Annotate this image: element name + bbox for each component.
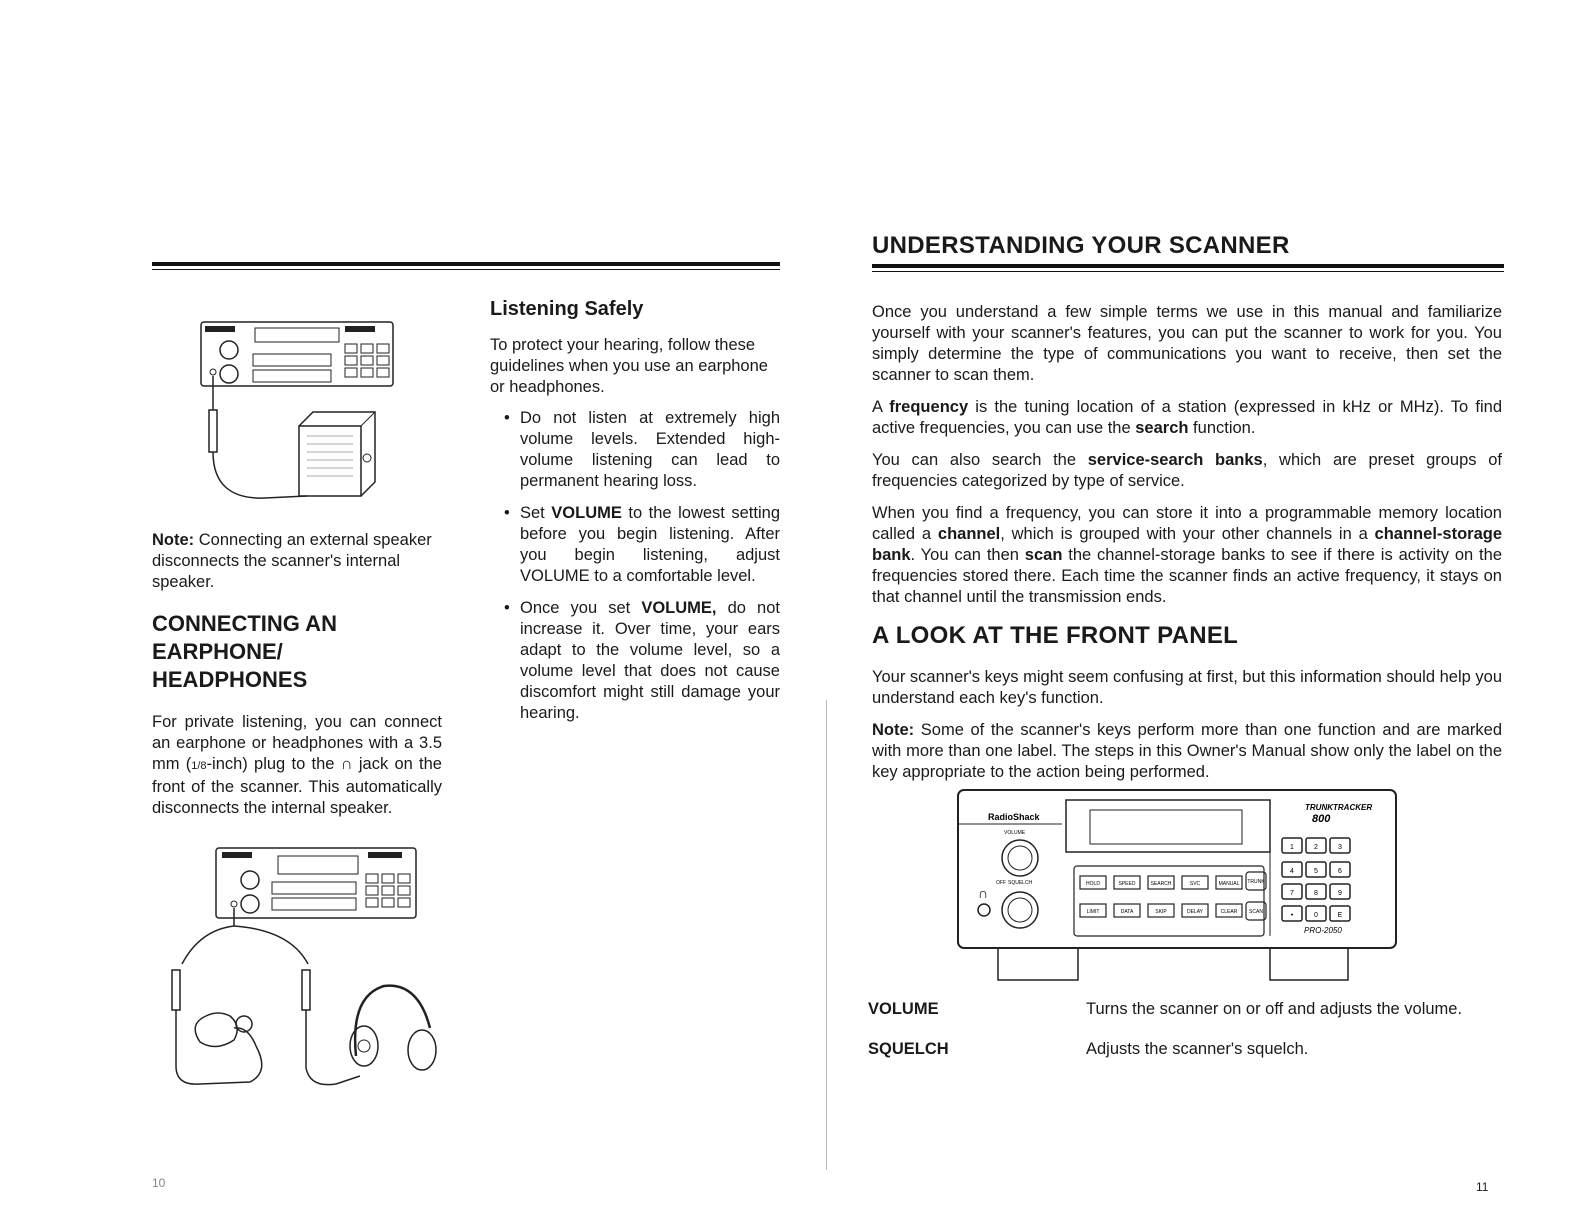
- left-top-rule: [152, 262, 780, 266]
- keypad-7: 7: [1290, 890, 1294, 897]
- model-line-label: TRUNKTRACKER: [1305, 803, 1373, 812]
- connecting-body-part2: -inch) plug to the: [206, 755, 341, 773]
- keypad-5: 5: [1314, 868, 1318, 875]
- page-title: UNDERSTANDING YOUR SCANNER: [872, 232, 1290, 259]
- guideline-3-bold: VOLUME,: [641, 599, 717, 617]
- listening-guidelines: [490, 408, 780, 735]
- right-top-rule: [872, 264, 1504, 268]
- frequency-paragraph: [872, 397, 1502, 439]
- keypad-0: 0: [1314, 912, 1318, 919]
- key-delay: DELAY: [1186, 909, 1204, 915]
- guideline-2-post: to the lowest setting before you begin listening. After you begin listening, adjust VOLUME to a comfortable level.: [520, 504, 780, 585]
- front-panel-illustration: [950, 786, 1400, 986]
- guideline-1-text: Do not listen at extremely high volume levels. Extended high-volume listening can lead to permanent hearing loss.: [520, 409, 780, 490]
- front-panel-note-text: Some of the scanner's keys perform more than one function and are marked with more than one label. The steps in this Owner's Manual show only the label on the key appropriate to the action being performed.: [872, 721, 1502, 781]
- connecting-body-part3: jack on the front of the scanner. This automatically disconnects the internal speaker.: [152, 755, 442, 817]
- definition-squelch: [868, 1040, 1498, 1062]
- definition-squelch-term: SQUELCH: [868, 1040, 949, 1058]
- plug-size-fraction: 1/8: [191, 760, 207, 772]
- connecting-body: [152, 712, 442, 819]
- channel-a: When you find a frequency, you can store it into a programmable memory location called a: [872, 504, 1502, 543]
- headphone-jack-label-icon: ∩: [978, 885, 989, 901]
- frequency-c: is the tuning location of a station (expressed in kHz or MHz). To find active frequencies, you can use the: [872, 398, 1502, 437]
- service-a: You can also search the: [872, 451, 1088, 469]
- definition-volume: [868, 1000, 1498, 1022]
- keypad-dot: •: [1290, 912, 1294, 919]
- keypad-1: 1: [1290, 844, 1294, 851]
- definition-volume-desc: Turns the scanner on or off and adjusts the volume.: [1086, 1000, 1463, 1018]
- guideline-3-post: do not increase it. Over time, your ears adapt to the volume level, so a volume level that does not cause discomfort might still damage your hearing.: [520, 599, 780, 722]
- front-panel-heading: A LOOK AT THE FRONT PANEL: [872, 622, 1239, 649]
- connecting-heading-line2: EARPHONE/: [152, 639, 283, 664]
- key-hold: HOLD: [1086, 881, 1100, 887]
- connecting-heading: [152, 610, 452, 694]
- right-page-number: 11: [1476, 1180, 1489, 1194]
- speaker-note-label: Note:: [152, 531, 195, 549]
- keypad-6: 6: [1338, 868, 1342, 875]
- key-data: DATA: [1120, 909, 1134, 915]
- key-svc: SVC: [1189, 881, 1201, 887]
- guideline-2: [490, 503, 780, 587]
- volume-knob-label: VOLUME: [1004, 830, 1026, 836]
- headphones-illustration: [160, 846, 450, 1094]
- key-trunk: TRUNK: [1247, 879, 1265, 885]
- service-term: service-search banks: [1087, 451, 1263, 469]
- channel-g: the channel-storage banks to see if there is activity on the frequencies stored there. Each time the scanner finds an active frequency, it stays on that channel until the transmission ends.: [872, 546, 1502, 606]
- front-panel-text: [872, 667, 1502, 783]
- external-speaker-illustration: [195, 318, 405, 508]
- guideline-1: [490, 408, 780, 492]
- speaker-note-text: Connecting an external speaker disconnects the scanner's internal speaker.: [152, 531, 432, 591]
- frequency-e: function.: [1188, 419, 1256, 437]
- frequency-term: frequency: [889, 398, 969, 416]
- guideline-2-pre: Set: [520, 504, 552, 522]
- keypad-9: 9: [1338, 890, 1342, 897]
- keypad-2: 2: [1314, 844, 1318, 851]
- brand-label: RadioShack: [988, 812, 1040, 822]
- service-paragraph: [872, 450, 1502, 492]
- intro-paragraph: Once you understand a few simple terms we use in this manual and familiarize yourself with your scanner's features, you can put the scanner to work for you. You simply determine the type of communications you want to receive, then set the scanner to scan them.: [872, 303, 1502, 384]
- page-gutter-line: [826, 700, 827, 1170]
- keypad-8: 8: [1314, 890, 1318, 897]
- speaker-note: [152, 530, 444, 593]
- squelch-knob-label: SQUELCH: [1008, 880, 1033, 886]
- key-manual: MANUAL: [1218, 881, 1240, 887]
- definition-squelch-desc: Adjusts the scanner's squelch.: [1086, 1040, 1309, 1058]
- keypad-4: 4: [1290, 868, 1294, 875]
- model-number-label: 800: [1312, 813, 1331, 825]
- listening-intro: To protect your hearing, follow these guidelines when you use an earphone or headphones.: [490, 336, 768, 396]
- right-body: [872, 302, 1502, 608]
- channel-storage-term: channel-storage bank: [872, 525, 1502, 564]
- frequency-a: A: [872, 398, 890, 416]
- definition-volume-term: VOLUME: [868, 1000, 939, 1018]
- headphone-jack-icon: ∩: [340, 755, 353, 773]
- off-label: OFF: [996, 880, 1006, 886]
- right-top-rule-thin: [872, 271, 1504, 272]
- search-term: search: [1135, 419, 1189, 437]
- service-c: , which are preset groups of frequencies categorized by type of service.: [872, 451, 1502, 490]
- connecting-heading-line1: CONNECTING AN: [152, 611, 337, 636]
- key-scan: SCAN: [1249, 909, 1263, 915]
- keypad-e: E: [1337, 912, 1343, 919]
- key-skip: SKIP: [1155, 909, 1167, 915]
- connecting-body-part1: For private listening, you can connect an earphone or headphones with a 3.5 mm (: [152, 713, 442, 773]
- key-speed: SPEED: [1118, 881, 1136, 887]
- channel-c: , which is grouped with your other channels in a: [1000, 525, 1375, 543]
- connecting-heading-line3: HEADPHONES: [152, 667, 308, 692]
- channel-term: channel: [937, 525, 1001, 543]
- guideline-3-pre: Once you set: [520, 599, 642, 617]
- guideline-2-bold: VOLUME: [551, 504, 622, 522]
- guideline-3: [490, 598, 780, 724]
- listening-safely-heading: Listening Safely: [490, 298, 644, 320]
- keypad-3: 3: [1338, 844, 1342, 851]
- left-top-rule-thin: [152, 269, 780, 270]
- scan-term: scan: [1024, 546, 1063, 564]
- key-limit: LIMIT: [1086, 909, 1100, 915]
- left-page-number: 10: [152, 1176, 166, 1190]
- channel-e: . You can then: [910, 546, 1025, 564]
- key-search: SEARCH: [1150, 881, 1172, 887]
- key-clear: CLEAR: [1220, 909, 1238, 915]
- channel-paragraph: [872, 503, 1502, 608]
- front-panel-note-label: Note:: [872, 721, 915, 739]
- front-panel-note: [872, 720, 1502, 783]
- model-tag-label: PRO-2050: [1304, 926, 1342, 935]
- front-panel-intro: Your scanner's keys might seem confusing at first, but this information should help you understand each key's function.: [872, 668, 1502, 707]
